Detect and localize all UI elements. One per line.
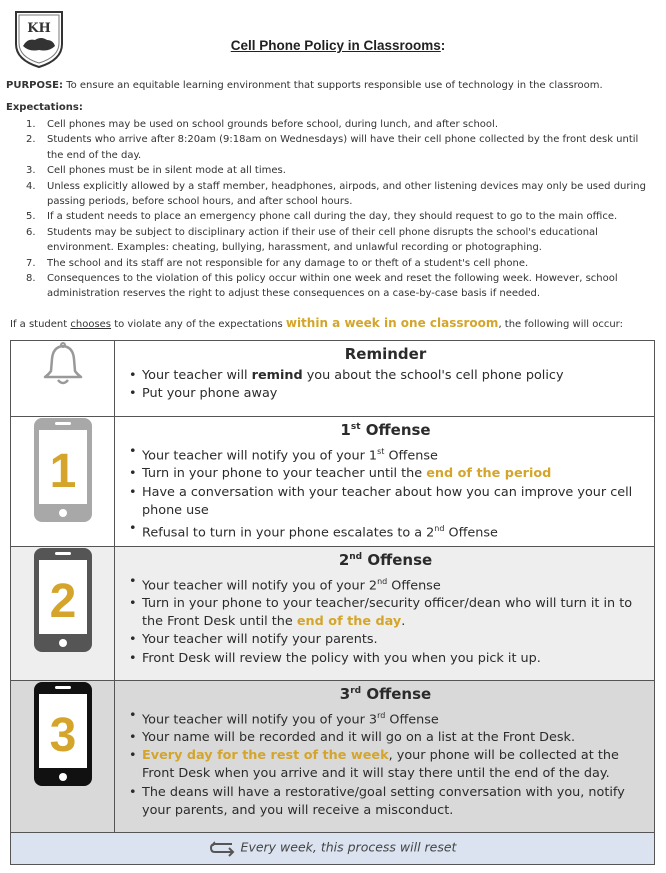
expectations-heading: Expectations: [6,102,83,113]
list-item: • Turn in your phone to your teacher until the end of the period [125,465,646,483]
svg-text:1: 1 [49,445,76,498]
list-item: • Your teacher will remind you about the school's cell phone policy [125,367,646,385]
list-item: 1. Cell phones may be used on school grounds before school, during lunch, and after school. [26,119,499,130]
purpose-statement: PURPOSE: To ensure an equitable learning environment that supports responsible use of technology in the classroom. [6,80,603,91]
list-item: • Your teacher will notify you of your 1st Offense [125,443,646,465]
second-offense-row [11,546,655,680]
list-item: • Put your phone away [125,385,646,403]
page-title: Cell Phone Policy in Classrooms: [230,38,446,53]
list-item: • Your name will be recorded and it will go on a list at the Front Desk. [125,729,646,747]
svg-text:3: 3 [49,708,76,762]
list-item: • Front Desk will review the policy with you when you pick it up. [125,650,646,668]
list-item: 5. If a student needs to place an emergency phone call during the day, they should request to go to the main office. [26,211,618,223]
reminder-heading: Reminder [344,345,427,363]
list-item: 3. Cell phones must be in silent mode at all times. [26,165,286,177]
third-offense-heading: 3rd Offense [339,684,432,703]
consequences-intro: If a student chooses to violate any of the expectations within a week in one classroom, the following will occur: [10,316,623,330]
third-offense-row [11,680,655,832]
consequence-table [10,340,655,865]
svg-text:KH: KH [27,21,51,36]
return-arrow-icon [209,839,235,857]
bell-icon [40,341,86,387]
first-offense-row [11,417,655,547]
list-item: • Turn in your phone to your teacher/security officer/dean who will turn it in to the Front Desk until the end of the day. [125,595,646,631]
list-item: • Have a conversation with your teacher about how you can improve your cell phone use [125,484,646,520]
first-offense-heading: 1st Offense [340,421,431,439]
list-item: 2. Students who arrive after 8:20am (9:18am on Wednesdays) will have their cell phone collected by the front desk until the end of the day. [26,134,639,161]
list-item: • Refusal to turn in your phone escalates to a 2nd Offense [125,520,646,542]
list-item: 7. The school and its staff are not responsible for any damage to or theft of a student's cell phone. [26,257,529,269]
list-item: • Your teacher will notify your parents. [125,631,646,649]
footer-text: Every week, this process will reset [240,839,457,855]
list-item: • Your teacher will notify you of your 3rd Offense [125,707,646,729]
phone-three-icon [33,681,93,787]
expectations-list [26,117,646,302]
second-offense-heading: 2nd Offense [338,550,433,569]
list-item: • Every day for the rest of the week, your phone will be collected at the Front Desk when you arrive and it will stay there until the end of the day. [125,747,646,783]
list-item: 6. Students may be subject to disciplinary action if their use of their cell phone disrupts the school's educational environment. Examples: cheating, bullying, harassment, and unlawful recording or photographing. [26,226,598,254]
phone-two-icon [33,547,93,653]
list-item: 8. Consequences to the violation of this policy occur within one week and reset the following week. However, school administration reserves the right to adjust these consequences on a case-by-case basis if needed. [26,273,618,300]
list-item: • Your teacher will notify you of your 2nd Offense [125,573,646,595]
svg-text:2: 2 [49,574,76,628]
list-item: • The deans will have a restorative/goal setting conversation with you, notify your parents, and you will receive a misconduct. [125,784,646,820]
list-item: 4. Unless explicitly allowed by a staff member, headphones, airpods, and other listening devices may only be used during passing periods, before school hours, and after school hours. [26,180,646,208]
footer-row [11,832,655,864]
phone-one-icon [33,417,93,523]
reminder-row [11,341,655,417]
